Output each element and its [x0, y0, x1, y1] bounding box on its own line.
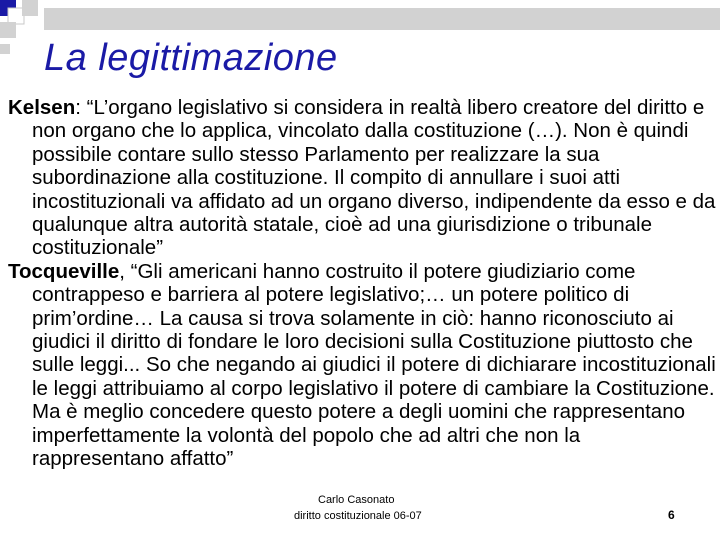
author-name-kelsen: Kelsen — [8, 96, 76, 119]
quote-kelsen: : “L’organo legislativo si considera in realtà libero creatore del diritto e non organo che lo applica, vincolato dalla costituzione (…). Non è quindi possibile contare sullo stesso Parlamento per realizzare la sua subordinazione alla costituzione. Il compito di annullare i suoi atti incostituzionali va affidato ad un organo diverso, indipendente da esso e da qualunque altra autorità statale, cioè ad una giurisdizione o tribunale costituzionale” — [32, 96, 716, 260]
page-number: 6 — [668, 508, 675, 522]
paragraph-tocqueville — [8, 260, 718, 471]
slide-title: La legittimazione — [44, 37, 338, 79]
slide-footer — [0, 494, 720, 534]
slide-body — [8, 96, 718, 471]
author-name-tocqueville: Tocqueville — [8, 259, 120, 283]
quote-tocqueville: , “Gli americani hanno costruito il potere giudiziario come contrappeso e barriera al potere legislativo;… un potere politico di prim’ordine… La causa si trova solamente in ciò: hanno riconosciuto ai giudici il diritto di fondare le loro decisioni sulla Costituzione piuttosto che sulle leggi... So che negando ai giudici il potere di dichiarare incostituzionali le leggi attribuiamo al corpo legislativo il potere di cambiare la Costituzione. Ma è meglio concedere questo potere a degli uomini che rappresentano imperfettamente la volontà del popolo che ad altri che non la rappresentano affatto” — [32, 259, 716, 471]
footer-course: diritto costituzionale 06-07 — [294, 510, 422, 522]
paragraph-kelsen — [8, 96, 718, 260]
footer-author: Carlo Casonato — [318, 494, 395, 506]
